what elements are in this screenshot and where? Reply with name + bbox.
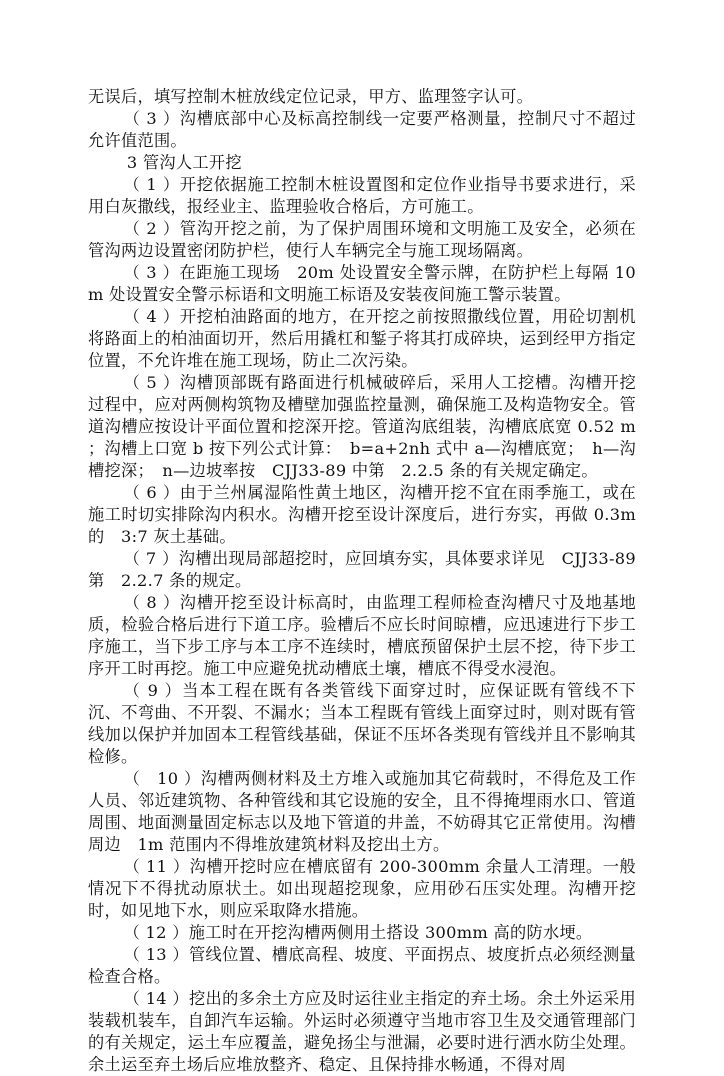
paragraph-item-10: （ 10 ）沟槽两侧材料及土方堆入或施加其它荷载时，不得危及工作人员、邻近建筑物、各种管线和其它设施的安全，且不得掩埋雨水口、管道周围、地面测量固定标志以及地下管道的井盖，不妨碍其它正常使用。沟槽周边 1m 范围内不得堆放建筑材料及挖出土方。 — [88, 769, 636, 854]
paragraph-item-1: （ 1 ）开挖依据施工控制木桩设置图和定位作业指导书要求进行，采用白灰撒线，报经业主、监理验收合格后，方可施工。 — [88, 175, 636, 216]
paragraph-item-3: （ 3 ）在距施工现场 20m 处设置安全警示牌，在防护栏上每隔 10m 处设置安全警示标语和文明施工标语及安装夜间施工警示装置。 — [88, 263, 636, 304]
paragraph-item-2: （ 2 ）管沟开挖之前，为了保护周围环境和文明施工及安全，必须在管沟两边设置密闭防护栏，使行人车辆完全与施工现场隔离。 — [88, 219, 636, 260]
paragraph-item-5: （ 5 ）沟槽顶部既有路面进行机械破碎后，采用人工挖槽。沟槽开挖过程中，应对两侧构筑物及槽壁加强监控量测，确保施工及构造物安全。管道沟槽应按设计平面位置和挖深开挖。管道沟底组装，沟槽底底宽 0.52 m ；沟槽上口宽 b 按下列公式计算： b=a+2nh 式中 a—沟槽底宽； h—沟槽挖深； n—边坡率按 CJJ33-89 中第 2.2.5 条的有关规定确定。 — [88, 373, 636, 480]
paragraph-item-9: （ 9 ）当本工程在既有各类管线下面穿过时，应保证既有管线不下沉、不弯曲、不开裂、不漏水；当本工程既有管线上面穿过时，则对既有管线加以保护并加固本工程管线基础，保证不压坏各类现有管线并且不影响其检修。 — [88, 681, 636, 766]
section-heading-manual-excavation: 3 管沟人工开挖 — [126, 153, 242, 172]
paragraph-item-3-centerline: （ 3 ）沟槽底部中心及标高控制线一定要严格测量，控制尺寸不超过允许值范围。 — [88, 109, 636, 150]
paragraph-item-14: （ 14 ）挖出的多余土方应及时运往业主指定的弃土场。余土外运采用装载机装车，自卸汽车运输。外运时必须遵守当地市容卫生及交通管理部门的有关规定，运土车应覆盖，避免扬尘与泄漏，必要时进行洒水防尘处理。余土运至弃土场后应堆放整齐、稳定、且保持排水畅通，不得对周 — [88, 989, 636, 1074]
paragraph-item-11: （ 11 ）沟槽开挖时应在槽底留有 200-300mm 余量人工清理。一般情况下不得扰动原状土。如出现超挖现象，应用砂石压实处理。沟槽开挖时，如见地下水，则应采取降水措施。 — [88, 857, 636, 920]
paragraph-item-12: （ 12 ）施工时在开挖沟槽两侧用土搭设 300mm 高的防水埂。 — [123, 923, 593, 942]
paragraph-item-8: （ 8 ）沟槽开挖至设计标高时，由监理工程师检查沟槽尺寸及地基地质，检验合格后进行下道工序。验槽后不应长时间晾槽，应迅速进行下步工序施工，当下步工序与本工序不连续时，槽底预留保护土层不挖，待下步工序开工时再挖。施工中应避免扰动槽底土壤，槽底不得受水浸泡。 — [88, 593, 636, 678]
paragraph-item-6: （ 6 ）由于兰州属湿陷性黄土地区，沟槽开挖不宜在雨季施工，或在施工时切实排除沟内积水。沟槽开挖至设计深度后，进行夯实，再做 0.3m 的 3:7 灰土基础。 — [88, 483, 636, 546]
paragraph-item-4: （ 4 ）开挖柏油路面的地方，在开挖之前按照撒线位置，用砼切割机将路面上的柏油面切开，然后用撬杠和錾子将其打成碎块，运到经甲方指定位置，不允许堆在施工现场，防止二次污染。 — [88, 307, 636, 370]
paragraph-item-13: （ 13 ）管线位置、槽底高程、坡度、平面拐点、坡度折点必须经测量检查合格。 — [88, 945, 636, 986]
document-body — [88, 86, 636, 1076]
paragraph-continuation: 无误后，填写控制木桩放线定位记录，甲方、监理签字认可。 — [88, 87, 534, 106]
paragraph-item-7: （ 7 ）沟槽出现局部超挖时，应回填夯实，具体要求详见 CJJ33-89 第 2.2.7 条的规定。 — [88, 549, 636, 590]
